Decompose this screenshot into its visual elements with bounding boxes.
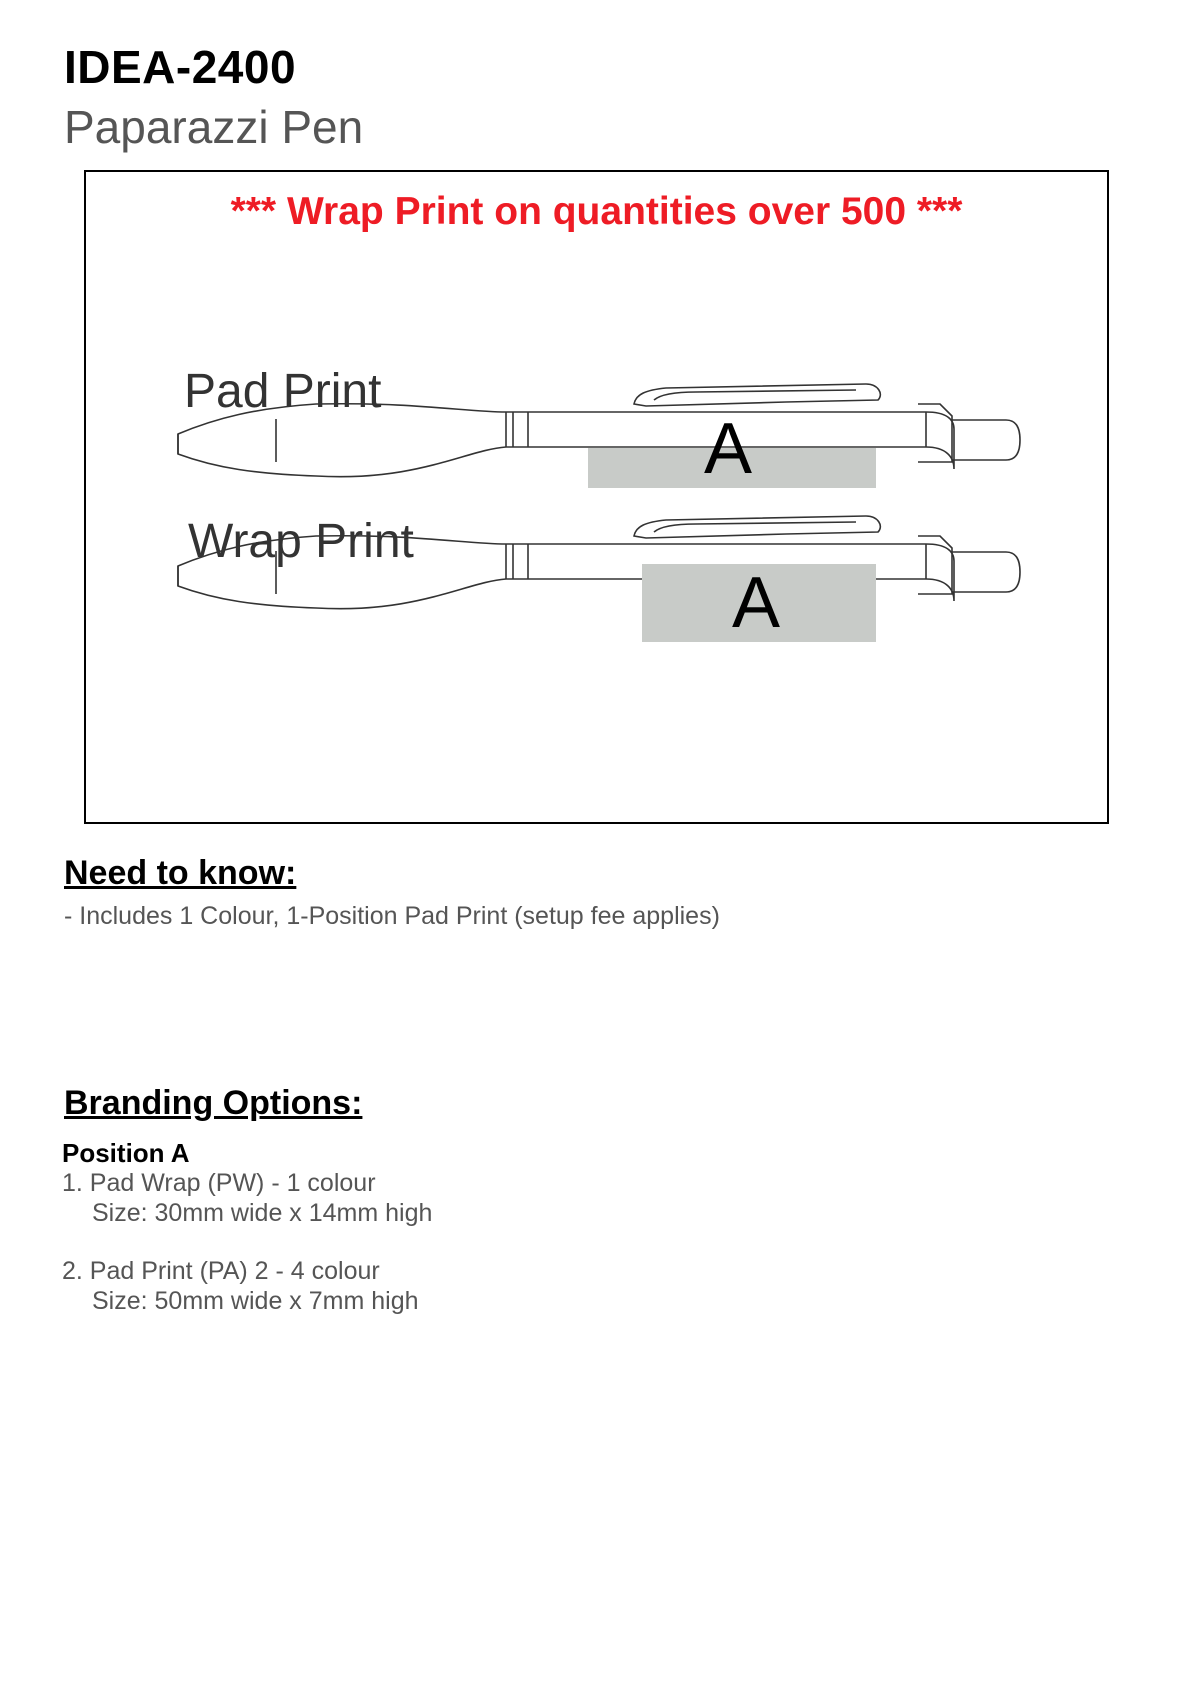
branding-option-size: Size: 30mm wide x 14mm high bbox=[92, 1199, 433, 1227]
wrap-print-position-letter: A bbox=[732, 563, 781, 643]
branding-options-heading: Branding Options: bbox=[64, 1084, 363, 1122]
position-a-title: Position A bbox=[62, 1138, 190, 1168]
need-to-know-heading: Need to know: bbox=[64, 854, 297, 892]
branding-option-size: Size: 50mm wide x 7mm high bbox=[92, 1287, 419, 1315]
branding-option-line: 2. Pad Print (PA) 2 - 4 colour bbox=[62, 1257, 380, 1285]
need-to-know-item: - Includes 1 Colour, 1-Position Pad Print (setup fee applies) bbox=[64, 902, 720, 930]
branding-option bbox=[62, 1168, 432, 1228]
product-name: Paparazzi Pen bbox=[64, 101, 364, 153]
wrap-print-pen bbox=[178, 516, 1020, 609]
branding-option-line: 1. Pad Wrap (PW) - 1 colour bbox=[62, 1169, 376, 1197]
pad-print-label: Pad Print bbox=[184, 365, 382, 418]
wrap-print-notice: *** Wrap Print on quantities over 500 *** bbox=[230, 190, 963, 233]
product-code: IDEA-2400 bbox=[64, 41, 297, 93]
branding-option bbox=[62, 1256, 419, 1316]
print-diagram-frame bbox=[84, 170, 1109, 824]
pen-drawings bbox=[86, 172, 1106, 822]
wrap-print-label: Wrap Print bbox=[188, 515, 414, 568]
pad-print-position-letter: A bbox=[704, 409, 753, 489]
